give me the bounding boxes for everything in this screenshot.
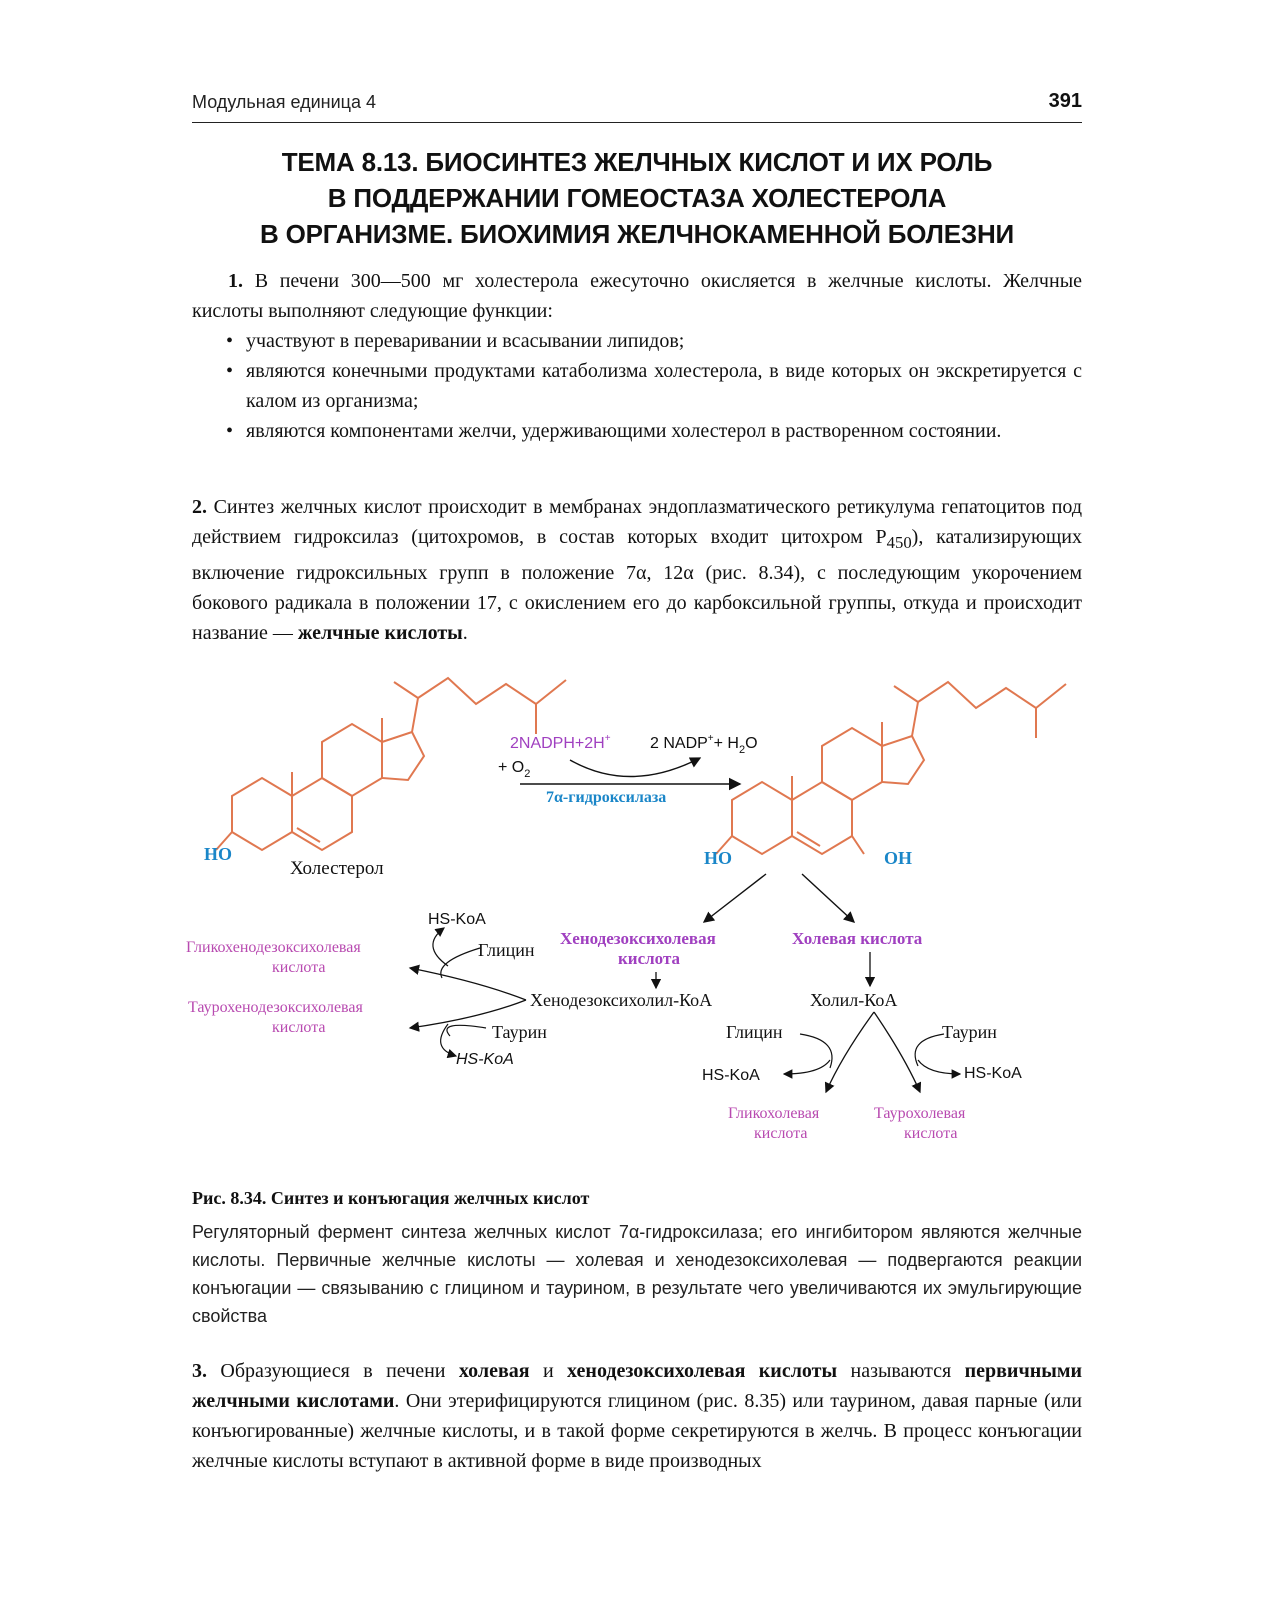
arrow-to-taurocholic bbox=[874, 1012, 920, 1092]
paragraph-2 bbox=[192, 492, 1082, 648]
hydroxyl-7-bond bbox=[852, 836, 864, 854]
bold-term: холевая bbox=[458, 1360, 530, 1382]
ring-b bbox=[292, 778, 352, 850]
paragraph-text: Синтез желчных кислот происходит в мембранах эндоплазматического ретикулума гепатоцитов под действием гидроксилаз (цитохромов, в состав которых входит цитохром Р bbox=[192, 496, 1083, 548]
double-bond bbox=[797, 832, 820, 846]
product-text: 2 NADP bbox=[650, 735, 708, 752]
subscript: 2 bbox=[524, 768, 531, 780]
ring-c bbox=[822, 728, 882, 800]
figure-caption-body: Регуляторный фермент синтеза желчных кислот 7α-гидроксилаза; его ингибитором являются желчные кислоты. Первичные желчные кислоты — холевая и хенодезоксихолевая — подвергаются реакции конъюгации — связыванию с глицином и таурином, в результате чего увеличиваются их эмульгирующие свойства bbox=[192, 1222, 1082, 1326]
function-list bbox=[192, 326, 1082, 446]
chapter-title-line: В ОРГАНИЗМЕ. БИОХИМИЯ ЖЕЛЧНОКАМЕННОЙ БОЛЕЗНИ bbox=[259, 219, 1015, 249]
figure-caption-title: Рис. 8.34. Синтез и конъюгация желчных кислот bbox=[192, 1188, 590, 1208]
hs-coa-curve bbox=[784, 1060, 830, 1074]
reagent-text: 2NADPH+2H bbox=[510, 735, 605, 752]
arrow-to-glyco-cheno bbox=[410, 968, 526, 1000]
arrow-to-chenodeoxycholic bbox=[704, 874, 766, 922]
page-number: 391 bbox=[1048, 90, 1082, 112]
hs-coa-label: HS-KoA bbox=[456, 1051, 514, 1068]
product-text: O bbox=[745, 735, 758, 752]
paragraph-number: 1. bbox=[228, 270, 243, 292]
ring-c bbox=[322, 724, 382, 796]
product-text: + H bbox=[713, 735, 739, 752]
glycocholic-acid: Гликохолевая bbox=[728, 1105, 820, 1122]
ring-d bbox=[882, 736, 924, 784]
reagent-text: + O bbox=[498, 759, 525, 776]
hydroxyl-label: НО bbox=[704, 848, 733, 868]
ring-b bbox=[792, 782, 852, 854]
bold-term: первичными желчными кислотами bbox=[192, 1360, 1083, 1412]
glycochenodeoxycholic-acid-word: кислота bbox=[272, 959, 326, 976]
paragraph-number: 2. bbox=[192, 496, 207, 518]
hydroxyl-7-label: ОН bbox=[884, 848, 913, 868]
side-chain-end bbox=[536, 680, 566, 704]
taurine-curve bbox=[447, 1025, 486, 1036]
superscript: + bbox=[707, 733, 714, 744]
list-item: • являются компонентами желчи, удерживающими холестерол в растворенном состоянии. bbox=[192, 416, 1082, 446]
side-chain bbox=[418, 678, 536, 704]
side-chain-end bbox=[1036, 684, 1066, 708]
glycine-label: Глицин bbox=[726, 1022, 783, 1042]
taurochenodeoxycholic-acid-word: кислота bbox=[272, 1019, 326, 1036]
chapter-title-line: ТЕМА 8.13. БИОСИНТЕЗ ЖЕЛЧНЫХ КИСЛОТ И ИХ РОЛЬ bbox=[281, 147, 993, 177]
glycine-curve bbox=[441, 948, 480, 978]
punctuation: . bbox=[462, 622, 468, 644]
running-head bbox=[192, 88, 1082, 123]
paragraph-text: называются bbox=[837, 1360, 965, 1382]
ring-d bbox=[382, 732, 424, 780]
hs-coa-curve bbox=[918, 1060, 960, 1074]
paragraph-text: В печени 300—500 мг холестерола ежесуточно окисляется в желчные кислоты. Желчные кислоты выполняют следующие функции: bbox=[192, 270, 1083, 322]
running-head-title: Модульная единица 4 bbox=[192, 92, 376, 112]
side-chain bbox=[918, 682, 1036, 708]
chenodeoxycholic-acid-word: кислота bbox=[618, 949, 681, 968]
subscript: 2 bbox=[738, 744, 746, 756]
figure-8-34 bbox=[180, 676, 1100, 1176]
chapter-title-line: В ПОДДЕРЖАНИИ ГОМЕОСТАЗА ХОЛЕСТЕРОЛА bbox=[327, 183, 947, 213]
product-nadp bbox=[650, 733, 758, 756]
paragraph-text: . Они этерифицируются глицином (рис. 8.35) или таурином, давая парные (или конъюгированные) желчные кислоты, и в такой форме секретируются в желчь. В процесс конъюгации желчные кислоты вступают в активной форме в виде производных bbox=[192, 1390, 1082, 1472]
taurocholic-acid-word: кислота bbox=[904, 1125, 958, 1142]
paragraph-text: Образующиеся в печени bbox=[220, 1360, 459, 1382]
double-bond bbox=[297, 828, 320, 842]
paragraph-number: 3. bbox=[192, 1360, 207, 1382]
subscript: 450 bbox=[886, 533, 912, 552]
bold-term: хенодезоксихолевая кислоты bbox=[567, 1360, 838, 1382]
hydroxyl-label: НО bbox=[204, 844, 233, 864]
list-item: • участвуют в переваривании и всасывании липидов; bbox=[192, 326, 1082, 356]
hs-coa-label: HS-KoA bbox=[428, 911, 486, 928]
glycine-label: Глицин bbox=[478, 940, 535, 960]
chenodeoxycholic-acid: Хенодезоксихолевая bbox=[560, 929, 716, 948]
taurocholic-acid: Таурохолевая bbox=[874, 1105, 966, 1122]
glycocholic-acid-word: кислота bbox=[754, 1125, 808, 1142]
reagent-nadph bbox=[510, 733, 611, 752]
list-item: • являются конечными продуктами катаболизма холестерола, в виде которых он экскретируется с калом из организма; bbox=[192, 356, 1082, 416]
chapter-title bbox=[150, 144, 1124, 252]
cofactor-curve-arrow bbox=[570, 758, 700, 777]
side-chain-methyl bbox=[394, 682, 418, 732]
reaction-scheme bbox=[180, 676, 1100, 1176]
bold-term: желчные кислоты bbox=[297, 622, 463, 644]
arrow-to-cholic bbox=[802, 874, 854, 922]
taurine-label: Таурин bbox=[942, 1022, 997, 1042]
chenodeoxycholyl-coa: Хенодезоксихолил-КоА bbox=[530, 990, 713, 1010]
cholic-acid: Холевая кислота bbox=[792, 929, 923, 948]
side-chain-methyl bbox=[894, 686, 918, 736]
paragraph-1 bbox=[192, 266, 1082, 446]
superscript: + bbox=[604, 733, 611, 744]
ring-a bbox=[732, 782, 792, 854]
paragraph-3 bbox=[192, 1356, 1082, 1476]
paragraph-text: ), катализирующих включение гидроксильных групп в положение 7α, 12α (рис. 8.34), с последующим укорочением бокового радикала в положении 17, с окислением его до карбоксильной группы, откуда и происходит название — bbox=[192, 526, 1082, 644]
taurine-label: Таурин bbox=[492, 1022, 547, 1042]
hs-coa-curve bbox=[433, 928, 448, 966]
cholyl-coa: Холил-КоА bbox=[810, 990, 898, 1010]
hs-coa-curve bbox=[441, 1024, 456, 1056]
glycochenodeoxycholic-acid: Гликохенодезоксихолевая bbox=[186, 939, 361, 956]
enzyme-label: 7α-гидроксилаза bbox=[546, 789, 667, 806]
paragraph-text: и bbox=[529, 1360, 568, 1382]
ring-a bbox=[232, 778, 292, 850]
arrow-to-glycocholic bbox=[826, 1012, 874, 1092]
cholesterol-label: Холестерол bbox=[290, 858, 384, 879]
reagent-oxygen bbox=[498, 759, 530, 780]
hs-coa-label: HS-KoA bbox=[702, 1067, 760, 1084]
hydroxycholesterol-structure bbox=[713, 682, 1066, 854]
hs-coa-label: HS-KoA bbox=[964, 1065, 1022, 1082]
taurochenodeoxycholic-acid: Таурохенодезоксихолевая bbox=[188, 999, 363, 1016]
